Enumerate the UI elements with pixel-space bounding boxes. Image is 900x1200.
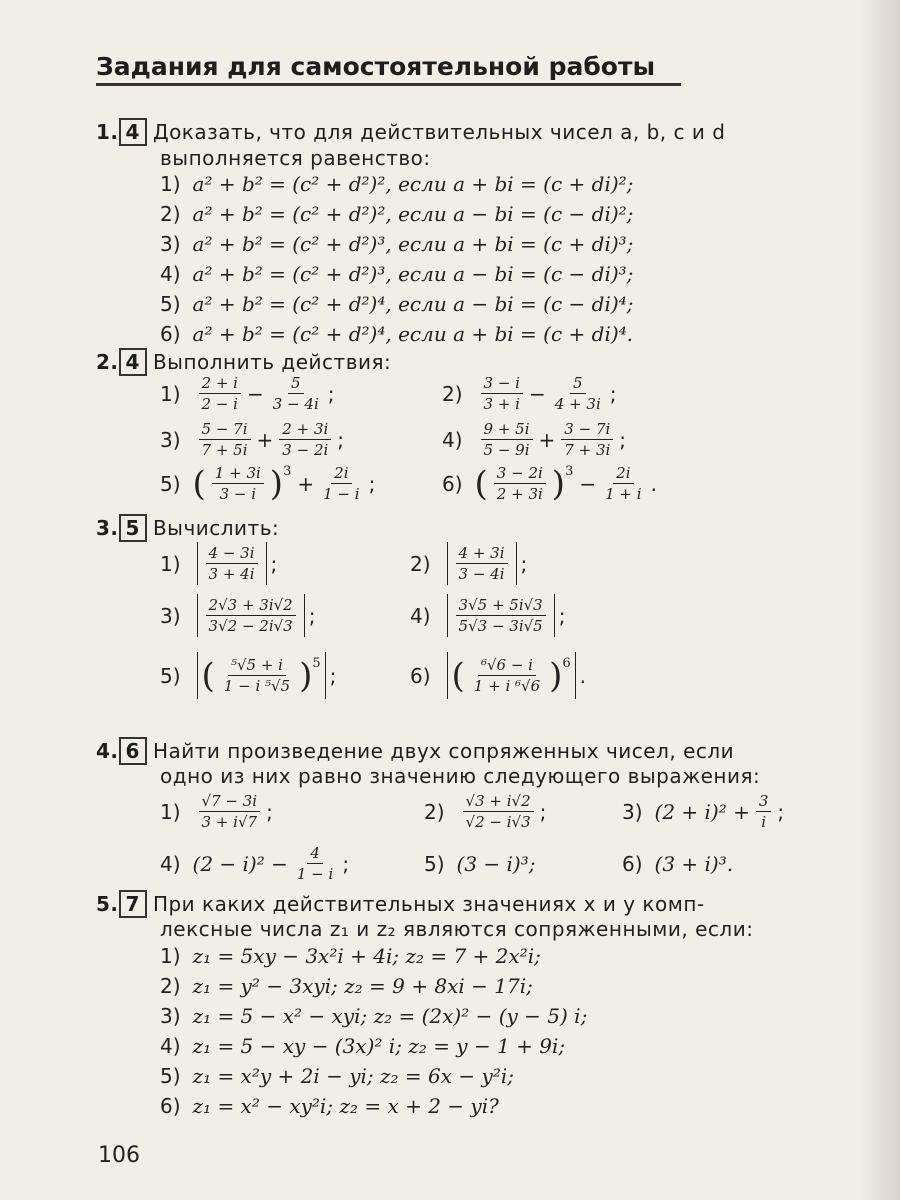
punctuation: .	[579, 663, 587, 688]
numerator: 2i	[331, 464, 351, 484]
item-label: 4)	[160, 1034, 181, 1058]
item-label: 4)	[410, 603, 431, 628]
equation: a² + b² = (c² + d²)⁴, если a − bi = (c − di)⁴;	[192, 292, 634, 316]
item-label: 4)	[160, 851, 181, 876]
task-number: 5.	[96, 892, 119, 916]
item-label: 6)	[160, 1094, 181, 1118]
numerator: 1 + 3i	[212, 464, 264, 484]
fraction	[456, 544, 508, 583]
exponent: 5	[312, 656, 321, 671]
expression: (2 + i)² +	[654, 799, 750, 824]
list-item	[160, 172, 633, 196]
equation: a² + b² = (c² + d²)², если a − bi = (c − di)²;	[192, 202, 634, 226]
item-label: 3)	[160, 603, 181, 628]
numerator: 3√5 + 5i√3	[456, 596, 546, 616]
denominator: 1 − i	[296, 865, 334, 883]
list-item	[160, 232, 633, 256]
item-label: 2)	[424, 799, 445, 824]
item-label: 5)	[424, 852, 445, 876]
numerator: ⁵√5 + i	[228, 656, 286, 676]
denominator: 3√2 − 2i√3	[208, 617, 293, 635]
task-text-cont: одно из них равно значению следующего выражения:	[160, 764, 761, 788]
operator: +	[256, 427, 274, 452]
fraction	[279, 420, 331, 459]
list-item	[622, 792, 784, 831]
operator: −	[579, 471, 597, 496]
denominator: 3 + 4i	[208, 565, 255, 583]
numerator: 4	[307, 844, 323, 864]
numerator: 3	[756, 792, 772, 812]
exponent: 3	[283, 464, 292, 479]
list-item	[160, 594, 315, 637]
difficulty-box: 7	[119, 890, 147, 918]
list-item	[160, 262, 633, 286]
equation: z₁ = 5 − xy − (3x)² i; z₂ = y − 1 + 9i;	[192, 1034, 566, 1058]
left-paren: (	[451, 655, 465, 696]
punctuation: ;	[327, 381, 335, 406]
equation: z₁ = x² − xy²i; z₂ = x + 2 − yi?	[192, 1094, 499, 1118]
task-2-header	[96, 348, 391, 376]
list-item	[160, 1094, 499, 1118]
denominator: √2 − i√3	[465, 813, 531, 831]
item-label: 2)	[410, 551, 431, 576]
fraction	[199, 792, 261, 831]
list-item	[410, 594, 565, 637]
task-number: 4.	[96, 739, 119, 763]
task-3-header	[96, 514, 279, 542]
denominator: 2 − i	[201, 395, 238, 413]
item-label: 1)	[160, 172, 181, 196]
numerator: 4 + 3i	[456, 544, 508, 564]
fraction	[206, 544, 258, 583]
expression: (2 − i)² −	[192, 851, 288, 876]
list-item	[160, 542, 277, 585]
punctuation: ;	[308, 603, 316, 628]
denominator: 2 + 3i	[496, 485, 543, 503]
item-label: 1)	[160, 381, 181, 406]
numerator: 5	[288, 374, 304, 394]
denominator: 3 + i	[483, 395, 520, 413]
denominator: 4 + 3i	[554, 395, 601, 413]
denominator: 3 − 4i	[458, 565, 505, 583]
operator: +	[538, 427, 556, 452]
left-paren: (	[192, 463, 206, 504]
numerator: 3 − 7i	[561, 420, 613, 440]
difficulty-box: 4	[119, 348, 147, 376]
fraction	[294, 844, 336, 883]
list-item	[160, 1064, 514, 1088]
item-label: 6)	[410, 663, 431, 688]
task-text: Найти произведение двух сопряженных чисел, если	[152, 739, 735, 763]
item-label: 1)	[160, 944, 181, 968]
item-label: 5)	[160, 1064, 181, 1088]
list-item	[442, 374, 617, 413]
denominator: 5√3 − 3i√5	[458, 617, 543, 635]
list-item	[442, 464, 657, 503]
item-label: 1)	[160, 551, 181, 576]
numerator: 2√3 + 3i√2	[206, 596, 296, 616]
absolute-value	[197, 542, 267, 585]
item-label: 2)	[160, 974, 181, 998]
item-label: 1)	[160, 799, 181, 824]
list-item	[160, 1034, 565, 1058]
fraction	[212, 464, 264, 503]
list-item	[410, 542, 527, 585]
fraction	[602, 464, 644, 503]
item-label: 6)	[160, 322, 181, 346]
page-number: 106	[98, 1143, 140, 1168]
equation: z₁ = x²y + 2i − yi; z₂ = 6x − y²i;	[192, 1064, 514, 1088]
item-label: 2)	[160, 202, 181, 226]
list-item	[160, 944, 541, 968]
fraction	[471, 656, 543, 695]
item-label: 3)	[160, 427, 181, 452]
fraction	[199, 374, 241, 413]
punctuation: ;	[270, 551, 278, 576]
task-text-cont: лексные числа z₁ и z₂ являются сопряженными, если:	[160, 917, 754, 941]
fraction	[552, 374, 604, 413]
exponent: 3	[565, 464, 574, 479]
numerator: 2 + i	[199, 374, 241, 394]
fraction	[221, 656, 293, 695]
punctuation: .	[650, 471, 657, 496]
equation: z₁ = y² − 3xyi; z₂ = 9 + 8xi − 17i;	[192, 974, 533, 998]
right-paren: )	[299, 655, 313, 696]
absolute-value	[447, 594, 555, 637]
denominator: 1 + i	[605, 485, 642, 503]
list-item	[424, 852, 536, 876]
list-item	[424, 792, 546, 831]
numerator: √7 − 3i	[199, 792, 261, 812]
item-label: 4)	[160, 262, 181, 286]
list-item	[160, 844, 349, 883]
fraction	[481, 420, 533, 459]
list-item	[160, 652, 336, 699]
punctuation: ;	[342, 851, 350, 876]
task-1-header	[96, 118, 725, 146]
task-text-cont: выполняется равенство:	[160, 146, 431, 170]
absolute-value	[447, 542, 517, 585]
list-item	[160, 202, 633, 226]
punctuation: ;	[266, 799, 273, 824]
left-paren: (	[201, 655, 215, 696]
item-label: 5)	[160, 292, 181, 316]
absolute-value	[197, 652, 326, 699]
item-label: 5)	[160, 471, 181, 496]
denominator: 3 + i√7	[201, 813, 258, 831]
task-text: Выполнить действия:	[152, 350, 392, 374]
punctuation: ;	[368, 471, 376, 496]
numerator: ⁶√6 − i	[478, 656, 536, 676]
list-item	[442, 420, 626, 459]
fraction	[456, 596, 546, 635]
expression: (3 − i)³;	[456, 852, 536, 876]
denominator: 1 − i ⁵√5	[223, 677, 291, 695]
list-item	[160, 322, 633, 346]
denominator: 1 + i ⁶√6	[473, 677, 541, 695]
punctuation: ;	[609, 381, 617, 406]
task-4-header	[96, 737, 734, 765]
equation: z₁ = 5xy − 3x²i + 4i; z₂ = 7 + 2x²i;	[192, 944, 541, 968]
punctuation: ;	[329, 663, 337, 688]
item-label: 6)	[442, 471, 463, 496]
punctuation: ;	[619, 427, 627, 452]
fraction	[463, 792, 534, 831]
item-label: 5)	[160, 663, 181, 688]
task-5-header	[96, 890, 705, 918]
denominator: 3 − 2i	[282, 441, 329, 459]
punctuation: ;	[337, 427, 345, 452]
exponent: 6	[562, 656, 571, 671]
punctuation: ;	[558, 603, 566, 628]
item-label: 3)	[622, 799, 643, 824]
operator: −	[246, 381, 264, 406]
fraction	[206, 596, 296, 635]
item-label: 6)	[622, 852, 643, 876]
numerator: 5 − 7i	[199, 420, 251, 440]
denominator: 7 + 3i	[564, 441, 611, 459]
numerator: 4 − 3i	[206, 544, 258, 564]
task-text: Доказать, что для действительных чисел a, b, c и d	[152, 120, 726, 144]
task-number: 2.	[96, 350, 119, 374]
list-item	[410, 652, 586, 699]
absolute-value	[447, 652, 576, 699]
absolute-value	[197, 594, 305, 637]
operator: +	[297, 471, 315, 496]
section-heading: Задания для самостоятельной работы	[96, 52, 681, 86]
list-item	[160, 1004, 587, 1028]
denominator: 1 − i	[323, 485, 360, 503]
denominator: 5 − 9i	[483, 441, 530, 459]
numerator: 5	[570, 374, 586, 394]
item-label: 3)	[160, 1004, 181, 1028]
right-paren: )	[549, 655, 563, 696]
left-paren: (	[474, 463, 488, 504]
list-item	[160, 420, 344, 459]
difficulty-box: 5	[119, 514, 147, 542]
equation: a² + b² = (c² + d²)², если a + bi = (c + di)²;	[192, 172, 634, 196]
item-label: 4)	[442, 427, 463, 452]
expression: (3 + i)³.	[654, 852, 734, 876]
numerator: 3 − 2i	[494, 464, 546, 484]
numerator: √3 + i√2	[463, 792, 534, 812]
list-item	[160, 974, 533, 998]
task-text: Вычислить:	[152, 516, 280, 540]
denominator: 3 − 4i	[272, 395, 319, 413]
punctuation: ;	[539, 799, 547, 824]
page-edge-shadow	[860, 0, 900, 1200]
numerator: 3 − i	[481, 374, 523, 394]
list-item	[160, 292, 633, 316]
fraction	[561, 420, 613, 459]
denominator: i	[761, 813, 767, 831]
equation: a² + b² = (c² + d²)³, если a − bi = (c − di)³;	[192, 262, 634, 286]
list-item	[160, 792, 273, 831]
list-item	[160, 374, 335, 413]
fraction	[320, 464, 362, 503]
right-paren: )	[269, 463, 284, 504]
fraction	[756, 792, 772, 831]
numerator: 9 + 5i	[481, 420, 533, 440]
list-item	[160, 464, 375, 503]
task-number: 3.	[96, 516, 119, 540]
operator: −	[528, 381, 546, 406]
numerator: 2 + 3i	[279, 420, 331, 440]
fraction	[494, 464, 546, 503]
numerator: 2i	[613, 464, 633, 484]
equation: z₁ = 5 − x² − xyi; z₂ = (2x)² − (y − 5) i;	[192, 1004, 588, 1028]
fraction	[270, 374, 322, 413]
list-item	[622, 852, 733, 876]
difficulty-box: 6	[119, 737, 147, 765]
denominator: 3 − i	[219, 485, 257, 503]
equation: a² + b² = (c² + d²)³, если a + bi = (c + di)³;	[192, 232, 634, 256]
fraction	[481, 374, 523, 413]
denominator: 7 + 5i	[201, 441, 248, 459]
task-text: При каких действительных значениях x и y комп-	[152, 892, 705, 916]
punctuation: ;	[520, 551, 528, 576]
fraction	[199, 420, 251, 459]
equation: a² + b² = (c² + d²)⁴, если a + bi = (c + di)⁴.	[192, 322, 634, 346]
item-label: 2)	[442, 381, 463, 406]
right-paren: )	[551, 463, 566, 504]
task-number: 1.	[96, 120, 119, 144]
punctuation: ;	[777, 799, 785, 824]
item-label: 3)	[160, 232, 181, 256]
difficulty-box: 4	[119, 118, 147, 146]
